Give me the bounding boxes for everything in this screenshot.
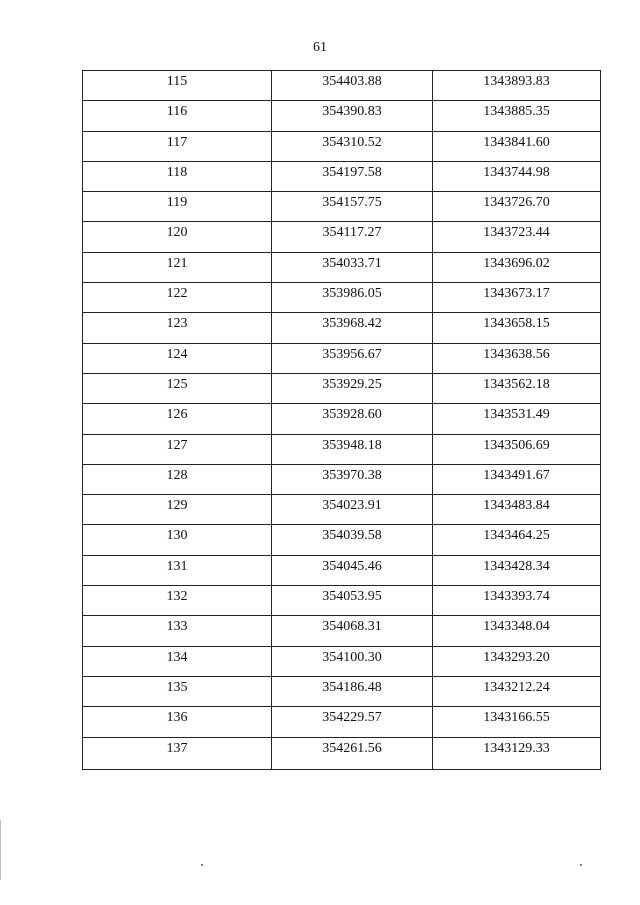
point-number-cell: 119 xyxy=(83,192,272,222)
y-coordinate-cell: 1343744.98 xyxy=(433,161,601,191)
x-coordinate-cell: 354068.31 xyxy=(272,616,433,646)
point-number-cell: 133 xyxy=(83,616,272,646)
table-row xyxy=(83,283,601,313)
point-number-cell: 135 xyxy=(83,676,272,706)
x-coordinate-cell: 354261.56 xyxy=(272,737,433,769)
x-coordinate-cell: 354403.88 xyxy=(272,71,433,101)
scan-edge-mark xyxy=(0,820,1,880)
y-coordinate-cell: 1343893.83 xyxy=(433,71,601,101)
point-number-cell: 115 xyxy=(83,71,272,101)
x-coordinate-cell: 353928.60 xyxy=(272,404,433,434)
y-coordinate-cell: 1343393.74 xyxy=(433,586,601,616)
point-number-cell: 132 xyxy=(83,586,272,616)
y-coordinate-cell: 1343658.15 xyxy=(433,313,601,343)
x-coordinate-cell: 354053.95 xyxy=(272,586,433,616)
y-coordinate-cell: 1343464.25 xyxy=(433,525,601,555)
point-number-cell: 127 xyxy=(83,434,272,464)
y-coordinate-cell: 1343212.24 xyxy=(433,676,601,706)
table-row xyxy=(83,464,601,494)
y-coordinate-cell: 1343428.34 xyxy=(433,555,601,585)
x-coordinate-cell: 353968.42 xyxy=(272,313,433,343)
table-row xyxy=(83,707,601,737)
x-coordinate-cell: 354023.91 xyxy=(272,495,433,525)
table-row xyxy=(83,495,601,525)
x-coordinate-cell: 354390.83 xyxy=(272,101,433,131)
y-coordinate-cell: 1343638.56 xyxy=(433,343,601,373)
table-row xyxy=(83,343,601,373)
y-coordinate-cell: 1343696.02 xyxy=(433,252,601,282)
y-coordinate-cell: 1343293.20 xyxy=(433,646,601,676)
point-number-cell: 134 xyxy=(83,646,272,676)
table-row xyxy=(83,404,601,434)
x-coordinate-cell: 354197.58 xyxy=(272,161,433,191)
table-row xyxy=(83,192,601,222)
x-coordinate-cell: 354186.48 xyxy=(272,676,433,706)
y-coordinate-cell: 1343348.04 xyxy=(433,616,601,646)
table-row xyxy=(83,252,601,282)
table-row xyxy=(83,616,601,646)
x-coordinate-cell: 353956.67 xyxy=(272,343,433,373)
y-coordinate-cell: 1343723.44 xyxy=(433,222,601,252)
x-coordinate-cell: 354033.71 xyxy=(272,252,433,282)
point-number-cell: 116 xyxy=(83,101,272,131)
scan-speck xyxy=(580,864,582,866)
x-coordinate-cell: 354100.30 xyxy=(272,646,433,676)
x-coordinate-cell: 353948.18 xyxy=(272,434,433,464)
x-coordinate-cell: 353929.25 xyxy=(272,373,433,403)
y-coordinate-cell: 1343726.70 xyxy=(433,192,601,222)
point-number-cell: 121 xyxy=(83,252,272,282)
table-row xyxy=(83,71,601,101)
table-row xyxy=(83,161,601,191)
table-row xyxy=(83,676,601,706)
y-coordinate-cell: 1343885.35 xyxy=(433,101,601,131)
table-row xyxy=(83,434,601,464)
y-coordinate-cell: 1343491.67 xyxy=(433,464,601,494)
table-row xyxy=(83,737,601,769)
y-coordinate-cell: 1343562.18 xyxy=(433,373,601,403)
table-row xyxy=(83,101,601,131)
table-row xyxy=(83,131,601,161)
y-coordinate-cell: 1343506.69 xyxy=(433,434,601,464)
x-coordinate-cell: 354229.57 xyxy=(272,707,433,737)
table-row xyxy=(83,525,601,555)
point-number-cell: 122 xyxy=(83,283,272,313)
y-coordinate-cell: 1343166.55 xyxy=(433,707,601,737)
y-coordinate-cell: 1343841.60 xyxy=(433,131,601,161)
point-number-cell: 131 xyxy=(83,555,272,585)
table-row xyxy=(83,373,601,403)
x-coordinate-cell: 354045.46 xyxy=(272,555,433,585)
point-number-cell: 120 xyxy=(83,222,272,252)
table-row xyxy=(83,646,601,676)
table-row xyxy=(83,586,601,616)
table-body xyxy=(83,71,601,770)
x-coordinate-cell: 354039.58 xyxy=(272,525,433,555)
table-row xyxy=(83,555,601,585)
point-number-cell: 130 xyxy=(83,525,272,555)
table-row xyxy=(83,222,601,252)
point-number-cell: 125 xyxy=(83,373,272,403)
point-number-cell: 118 xyxy=(83,161,272,191)
x-coordinate-cell: 353970.38 xyxy=(272,464,433,494)
point-number-cell: 117 xyxy=(83,131,272,161)
y-coordinate-cell: 1343483.84 xyxy=(433,495,601,525)
x-coordinate-cell: 354157.75 xyxy=(272,192,433,222)
point-number-cell: 136 xyxy=(83,707,272,737)
point-number-cell: 137 xyxy=(83,737,272,769)
point-number-cell: 124 xyxy=(83,343,272,373)
page-number: 61 xyxy=(313,40,327,55)
point-number-cell: 128 xyxy=(83,464,272,494)
point-number-cell: 129 xyxy=(83,495,272,525)
y-coordinate-cell: 1343531.49 xyxy=(433,404,601,434)
table-row xyxy=(83,313,601,343)
x-coordinate-cell: 354310.52 xyxy=(272,131,433,161)
y-coordinate-cell: 1343129.33 xyxy=(433,737,601,769)
x-coordinate-cell: 354117.27 xyxy=(272,222,433,252)
coordinates-table xyxy=(82,70,601,770)
scan-speck xyxy=(201,864,203,866)
point-number-cell: 126 xyxy=(83,404,272,434)
point-number-cell: 123 xyxy=(83,313,272,343)
y-coordinate-cell: 1343673.17 xyxy=(433,283,601,313)
x-coordinate-cell: 353986.05 xyxy=(272,283,433,313)
